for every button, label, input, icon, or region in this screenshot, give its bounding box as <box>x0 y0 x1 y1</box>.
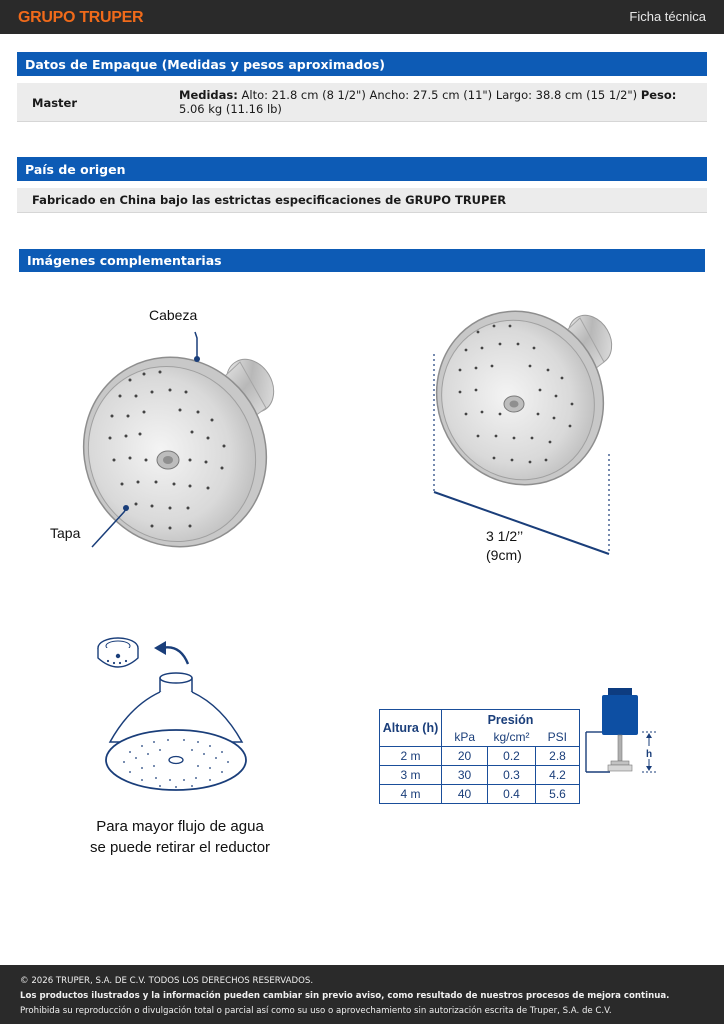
table-row <box>380 766 580 785</box>
table-row <box>380 785 580 804</box>
psi-cell: 4.2 <box>536 766 580 785</box>
psi-cell: 2.8 <box>536 747 580 766</box>
footer-notice: Los productos ilustrados y la información pueden cambiar sin previo aviso, como resultado de nuestros procesos de mejora continua. <box>20 991 670 1001</box>
origin-section-title: País de origen <box>17 157 707 181</box>
table-row <box>380 747 580 766</box>
reducer-caption <box>70 816 290 858</box>
kg-cell: 0.4 <box>488 785 536 804</box>
packaging-section-title: Datos de Empaque (Medidas y pesos aproximados) <box>17 52 707 76</box>
kg-unit-header: kg/cm² <box>488 728 536 747</box>
height-column-header: Altura (h) <box>380 710 442 747</box>
top-bar <box>0 0 724 34</box>
images-section-title: Imágenes complementarias <box>19 249 705 272</box>
measures-label: Medidas: <box>179 88 238 102</box>
pressure-column-header: Presión <box>442 710 580 728</box>
brand-logo: GRUPO TRUPER <box>18 9 144 26</box>
reducer-caption-line1: Para mayor flujo de agua <box>96 818 264 835</box>
reducer-caption-line2: se puede retirar el reductor <box>89 839 271 856</box>
shower-head-dimension-illustration <box>420 300 630 560</box>
height-cell: 4 m <box>380 785 442 804</box>
packaging-row-label: Master <box>32 96 78 110</box>
kpa-cell: 30 <box>442 766 488 785</box>
measures-value: Alto: 21.8 cm (8 1/2") Ancho: 27.5 cm (11") Largo: 38.8 cm (15 1/2") <box>241 88 638 102</box>
height-cell: 3 m <box>380 766 442 785</box>
psi-unit-header: PSI <box>536 728 580 747</box>
weight-value: 5.06 kg (11.16 lb) <box>179 102 282 116</box>
origin-row <box>17 188 707 213</box>
footer <box>0 965 724 1024</box>
packaging-row <box>17 83 707 122</box>
pressure-table <box>379 709 580 804</box>
packaging-row-value <box>179 88 699 116</box>
footer-copyright: © 2026 TRUPER, S.A. DE C.V. TODOS LOS DERECHOS RESERVADOS. <box>20 976 314 986</box>
water-tank-height-diagram <box>582 686 662 778</box>
reducer-removal-illustration <box>90 630 260 800</box>
height-cell: 2 m <box>380 747 442 766</box>
callout-cap-label: Tapa <box>50 525 81 541</box>
callout-head-label: Cabeza <box>149 307 198 323</box>
kg-cell: 0.3 <box>488 766 536 785</box>
document-type: Ficha técnica <box>629 9 706 24</box>
footer-prohibition: Prohibida su reproducción o divulgación total o parcial así como su uso o aprovechamiento sin autorización escrita de Truper, S.A. de C.V. <box>20 1006 612 1016</box>
kpa-cell: 20 <box>442 747 488 766</box>
height-h-label: h <box>646 749 653 760</box>
kg-cell: 0.2 <box>488 747 536 766</box>
dimension-metric-label: (9cm) <box>486 547 522 563</box>
kpa-cell: 40 <box>442 785 488 804</box>
psi-cell: 5.6 <box>536 785 580 804</box>
weight-label: Peso: <box>640 88 677 102</box>
origin-text: Fabricado en China bajo las estrictas especificaciones de GRUPO TRUPER <box>32 193 507 207</box>
kpa-unit-header: kPa <box>442 728 488 747</box>
dimension-label: 3 1/2’’ <box>486 528 524 544</box>
